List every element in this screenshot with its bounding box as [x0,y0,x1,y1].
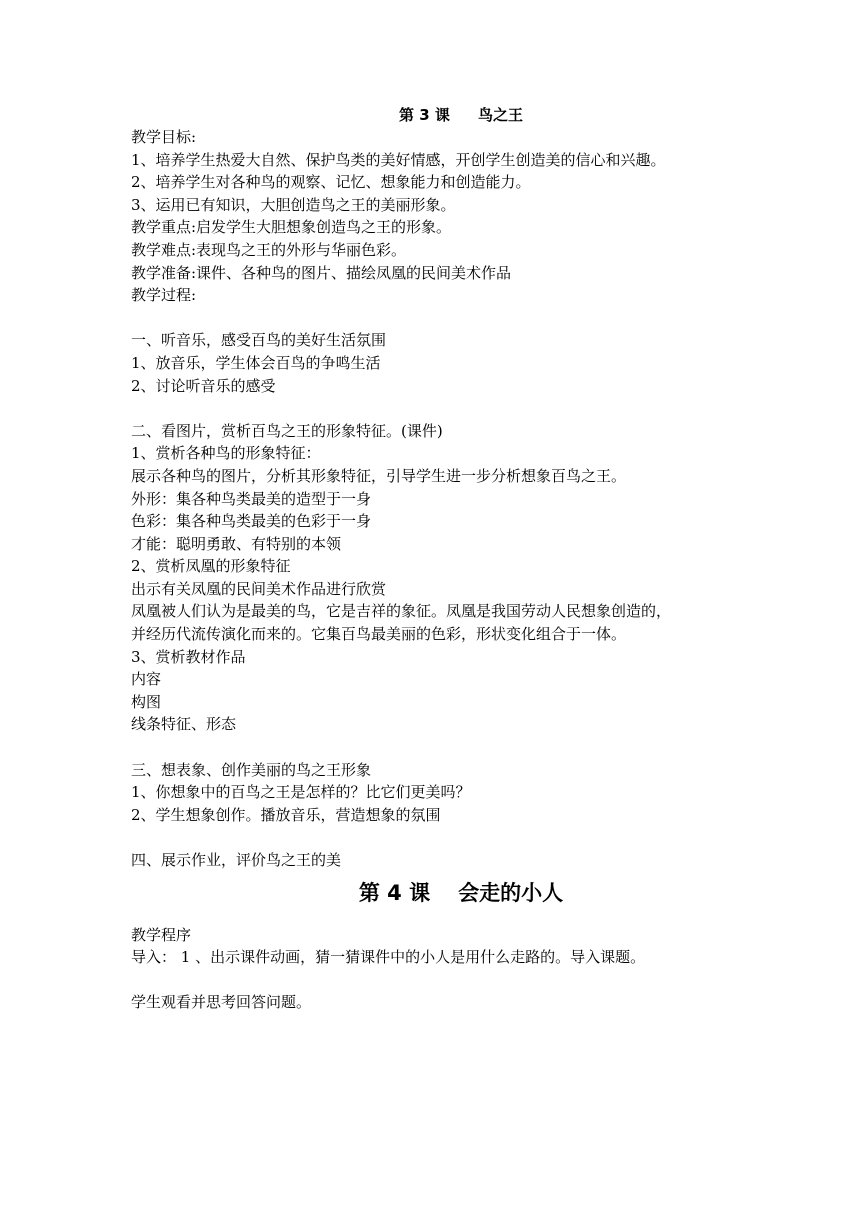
text-line: 学生观看并思考回答问题。 [131,993,312,1012]
lesson-3-name: 鸟之王 [477,106,523,124]
text-line: 2、讨论听音乐的感受 [131,376,276,395]
lesson-4-body [131,924,771,1014]
blank-line [131,826,771,849]
text-line: 四、展示作业，评价鸟之王的美 [131,851,342,869]
text-line: 3、赏析教材作品 [131,647,246,666]
text-line: 二、看图片，赏析百鸟之王的形象特征。(课件) [131,421,443,440]
text-line: 教学目标: [131,128,197,146]
text-line: 教学过程: [131,286,197,305]
lesson-3-title [131,104,771,126]
text-line: 教学难点:表现鸟之王的外形与华丽色彩。 [131,240,407,259]
document-page [131,104,771,1014]
lesson-4-title [131,876,771,910]
text-line: 三、想表象、创作美丽的鸟之王形象 [131,760,372,779]
text-line: 构图 [131,692,162,711]
text-line: 1、培养学生热爱大自然、保护鸟类的美好情感，开创学生创造美的信心和兴趣。 [131,150,666,169]
text-line: 2、培养学生对各种鸟的观察、记忆、想象能力和创造能力。 [131,173,531,192]
text-line: 2、学生想象创作。播放音乐，营造想象的氛围 [131,805,441,824]
text-line: 3、运用已有知识，大胆创造鸟之王的美丽形象。 [131,195,456,214]
text-line: 1、放音乐，学生体会百鸟的争鸣生活 [131,353,381,372]
lesson-3-number: 第 3 课 [399,106,450,124]
blank-line [131,397,771,420]
lesson-3-body [131,126,771,872]
blank-line [131,969,771,992]
text-line: 1、你想象中的百鸟之王是怎样的？比它们更美吗？ [131,783,471,802]
text-line: 教学程序 [131,925,192,944]
text-line: 线条特征、形态 [131,715,237,734]
text-line: 内容 [131,670,162,689]
text-line: 导入： 1 、出示课件动画，猜一猜课件中的小人是用什么走路的。导入课题。 [131,948,646,967]
lesson-4-name: 会走的小人 [458,880,564,905]
text-line: 外形：集各种鸟类最美的造型于一身 [131,489,372,508]
text-line: 凤凰被人们认为是最美的鸟，它是吉祥的象征。凤凰是我国劳动人民想象创造的， [131,602,672,621]
blank-line [131,307,771,330]
text-line: 展示各种鸟的图片，分析其形象特征，引导学生进一步分析想象百鸟之王。 [131,466,627,485]
blank-line [131,736,771,759]
text-line: 1、赏析各种鸟的形象特征： [131,444,321,463]
text-line: 并经历代流传演化而来的。它集百鸟最美丽的色彩，形状变化组合于一体。 [131,625,627,644]
text-line: 教学准备:课件、各种鸟的图片、描绘凤凰的民间美术作品 [131,263,512,282]
text-line: 教学重点:启发学生大胆想象创造鸟之王的形象。 [131,218,452,237]
text-line: 出示有关凤凰的民间美术作品进行欣赏 [131,579,387,598]
text-line: 色彩：集各种鸟类最美的色彩于一身 [131,512,372,531]
text-line: 才能：聪明勇敢、有特别的本领 [131,534,342,553]
lesson-4-number: 第 4 课 [358,880,431,905]
text-line: 2、赏析凤凰的形象特征 [131,557,291,576]
text-line: 一、听音乐，感受百鸟的美好生活氛围 [131,331,387,350]
